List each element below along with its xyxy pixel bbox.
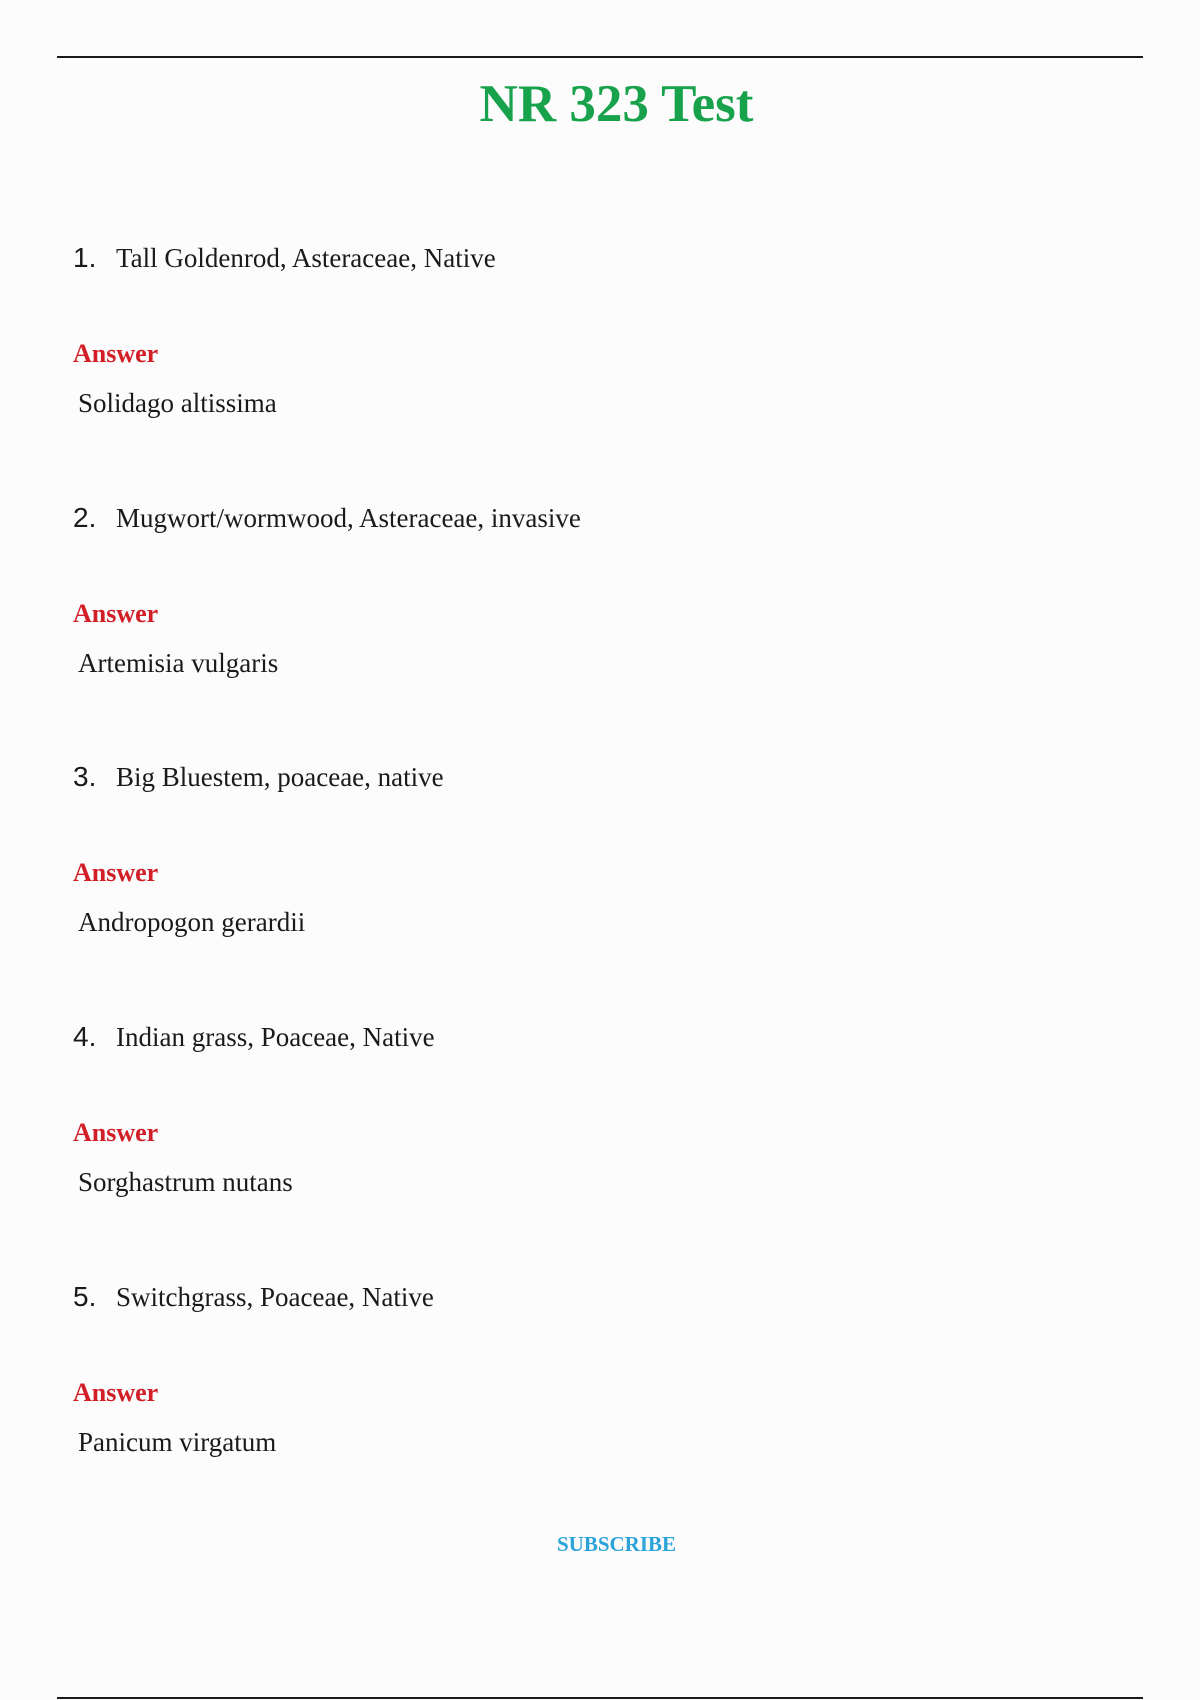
question-number: 3. bbox=[73, 761, 97, 792]
answer-label: Answer bbox=[73, 1378, 159, 1407]
qa-item-3 bbox=[0, 759, 1200, 959]
question-number: 4. bbox=[73, 1021, 97, 1052]
qa-item-1 bbox=[0, 240, 1200, 440]
answer-label: Answer bbox=[73, 339, 159, 368]
qa-item-2 bbox=[0, 500, 1200, 700]
top-rule bbox=[57, 56, 1143, 58]
qa-item-5 bbox=[0, 1279, 1200, 1479]
answer-text: Solidago altissima bbox=[78, 388, 277, 418]
answer-text: Sorghastrum nutans bbox=[78, 1167, 293, 1197]
question-number: 2. bbox=[73, 502, 97, 533]
qa-item-4 bbox=[0, 1019, 1200, 1219]
question-text: Tall Goldenrod, Asteraceae, Native bbox=[116, 243, 496, 273]
question-number: 1. bbox=[73, 242, 97, 273]
question-text: Indian grass, Poaceae, Native bbox=[116, 1022, 435, 1052]
bottom-rule bbox=[57, 1697, 1143, 1699]
subscribe-link[interactable]: SUBSCRIBE bbox=[556, 1532, 677, 1556]
answer-label: Answer bbox=[73, 858, 159, 887]
question-text: Big Bluestem, poaceae, native bbox=[116, 762, 444, 792]
question-text: Mugwort/wormwood, Asteraceae, invasive bbox=[116, 503, 581, 533]
page-title: NR 323 Test bbox=[479, 75, 754, 133]
answer-text: Panicum virgatum bbox=[78, 1427, 277, 1457]
answer-label: Answer bbox=[73, 1118, 159, 1147]
answer-text: Andropogon gerardii bbox=[78, 907, 306, 937]
answer-label: Answer bbox=[73, 599, 159, 628]
question-number: 5. bbox=[73, 1281, 97, 1312]
question-text: Switchgrass, Poaceae, Native bbox=[116, 1282, 434, 1312]
answer-text: Artemisia vulgaris bbox=[78, 648, 279, 678]
